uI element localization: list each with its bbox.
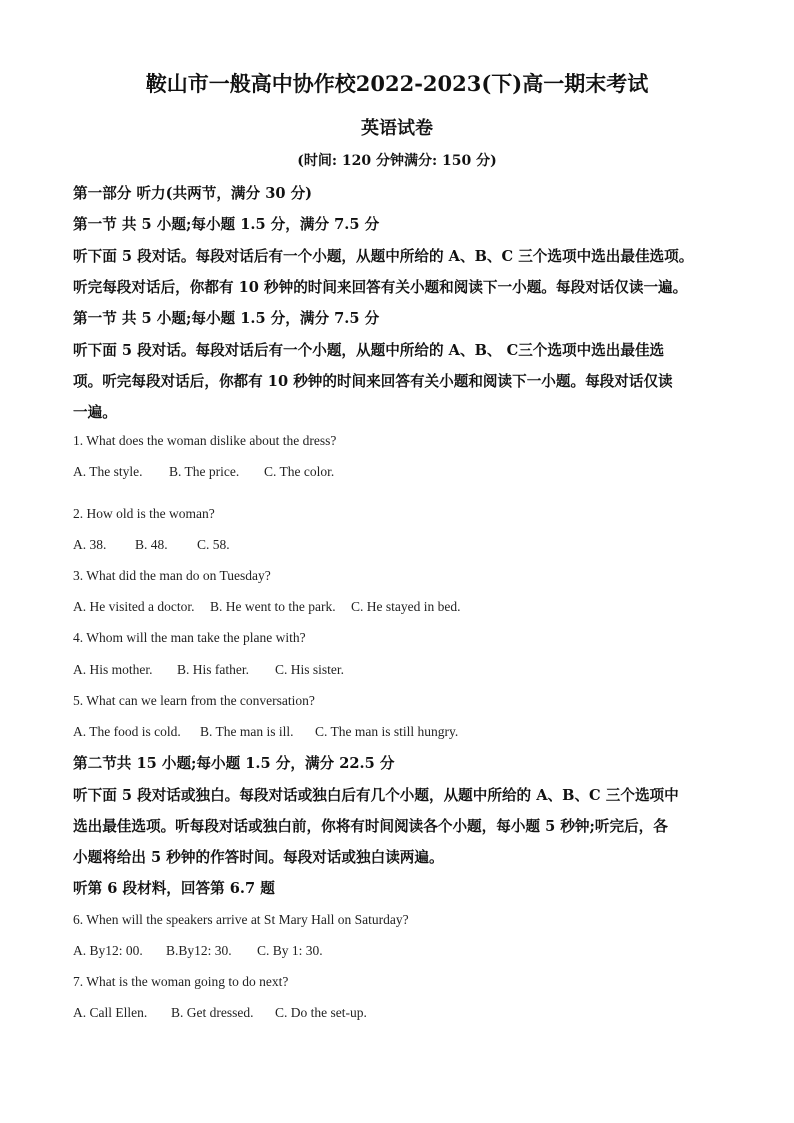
question-stem: 6. When will the speakers arrive at St Mary Hall on Saturday?	[73, 912, 409, 927]
option-c: C. The man is still hungry.	[315, 724, 459, 739]
exam-time-info: (时间: 120 分钟满分: 150 分)	[297, 153, 497, 169]
section1b-instruction: 项。听完每段对话后，你都有 10 秒钟的时间来回答有关小题和阅读下一小题。每段对话仅读	[73, 373, 673, 390]
option-a: A. He visited a doctor.	[73, 599, 195, 614]
question-stem: 7. What is the woman going to do next?	[73, 974, 289, 989]
section2-heading: 第二节共 15 小题;每小题 1.5 分，满分 22.5 分	[73, 755, 395, 772]
question-stem: 4. Whom will the man take the plane with?	[73, 630, 306, 645]
section1a-instruction: 听完每段对话后，你都有 10 秒钟的时间来回答有关小题和阅读下一小题。每段对话仅读一遍。	[73, 279, 688, 296]
option-a: A. The style.	[73, 464, 143, 479]
option-a: A. The food is cold.	[73, 724, 181, 739]
question-stem: 1. What does the woman dislike about the dress?	[73, 433, 337, 448]
material-heading: 听第 6 段材料，回答第 6.7 题	[73, 880, 275, 897]
option-a: A. 38.	[73, 537, 107, 552]
option-b: B. Get dressed.	[171, 1005, 254, 1020]
section2-instruction: 小题将给出 5 秒钟的作答时间。每段对话或独白读两遍。	[73, 849, 444, 866]
question-options	[73, 662, 733, 678]
option-a: A. His mother.	[73, 662, 153, 677]
section1a-heading: 第一节 共 5 小题;每小题 1.5 分，满分 7.5 分	[73, 216, 380, 233]
option-b: B. He went to the park.	[210, 599, 336, 614]
option-c: C. The color.	[264, 464, 335, 479]
option-c: C. 58.	[197, 537, 230, 552]
section1b-instruction: 一遍。	[73, 404, 117, 421]
question-options	[73, 599, 733, 615]
option-b: B. The price.	[169, 464, 240, 479]
section1a-instruction: 听下面 5 段对话。每段对话后有一个小题，从题中所给的 A、B、C 三个选项中选出最佳选项。	[73, 248, 694, 265]
question-options	[73, 1005, 733, 1021]
section2-instruction: 选出最佳选项。听每段对话或独白前，你将有时间阅读各个小题，每小题 5 秒钟;听完后，各	[73, 818, 668, 835]
option-a: A. Call Ellen.	[73, 1005, 148, 1020]
question-stem: 5. What can we learn from the conversation?	[73, 693, 315, 708]
option-c: C. His sister.	[275, 662, 345, 677]
part1-heading: 第一部分 听力(共两节，满分 30 分)	[73, 185, 313, 202]
section1b-heading: 第一节 共 5 小题;每小题 1.5 分，满分 7.5 分	[73, 310, 380, 327]
exam-subject: 英语试卷	[361, 118, 433, 139]
question-options	[73, 943, 733, 959]
option-c: C. By 1: 30.	[257, 943, 323, 958]
option-c: C. He stayed in bed.	[351, 599, 461, 614]
section2-instruction: 听下面 5 段对话或独白。每段对话或独白后有几个小题，从题中所给的 A、B、C 三个选项中	[73, 787, 679, 804]
question-options	[73, 724, 733, 740]
question-options	[73, 537, 733, 553]
option-b: B. 48.	[135, 537, 168, 552]
option-b: B. His father.	[177, 662, 249, 677]
question-options	[73, 464, 733, 480]
option-b: B. The man is ill.	[200, 724, 294, 739]
exam-title: 鞍山市一般高中协作校2022-2023(下)高一期末考试	[145, 71, 649, 96]
section1b-instruction: 听下面 5 段对话。每段对话后有一个小题，从题中所给的 A、B、 C三个选项中选出最佳选	[73, 342, 665, 359]
question-stem: 3. What did the man do on Tuesday?	[73, 568, 271, 583]
option-a: A. By12: 00.	[73, 943, 143, 958]
question-stem: 2. How old is the woman?	[73, 506, 215, 521]
option-c: C. Do the set-up.	[275, 1005, 367, 1020]
option-b: B.By12: 30.	[166, 943, 232, 958]
